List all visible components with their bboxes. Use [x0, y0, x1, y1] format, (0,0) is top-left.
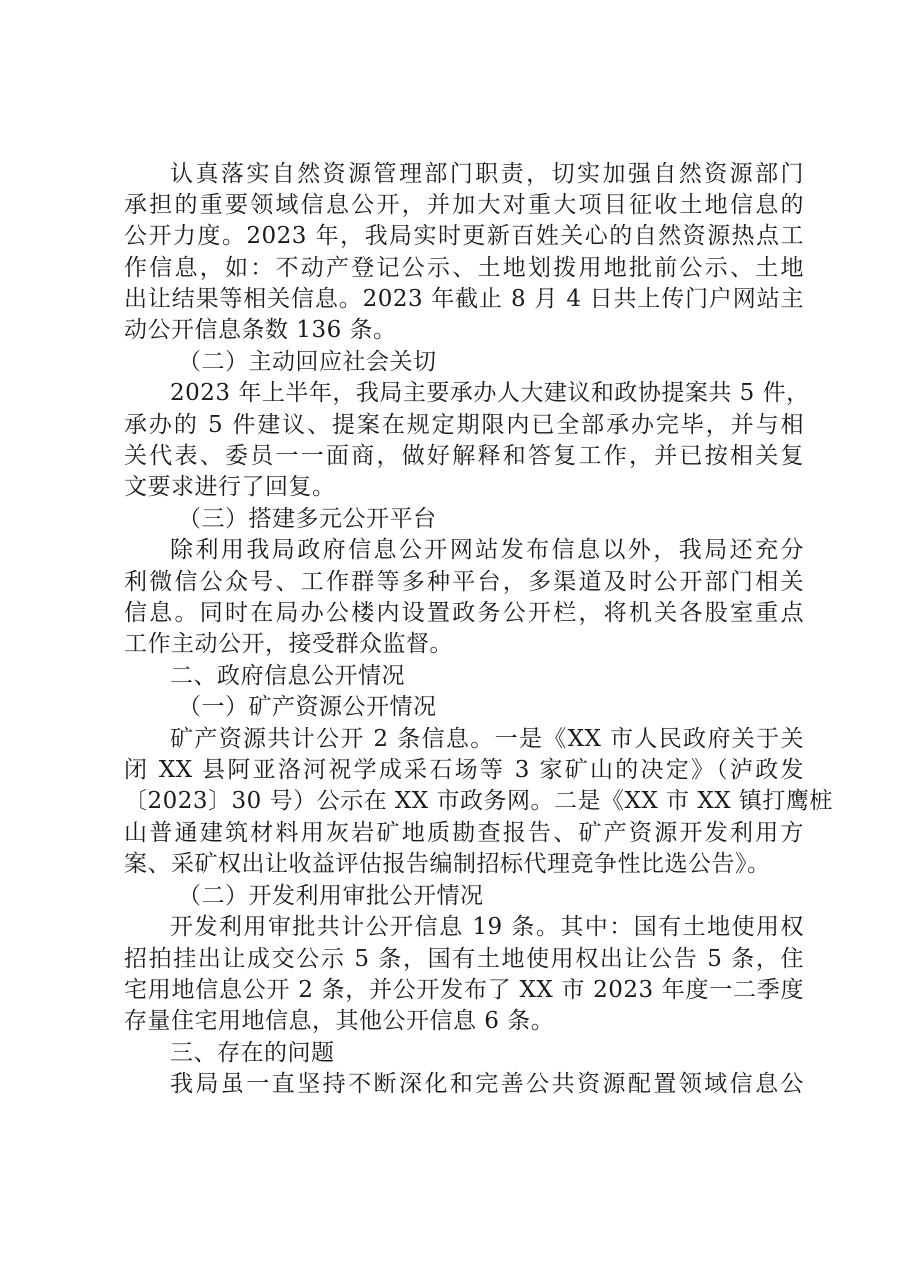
paragraph-line: 信息。同时在局办公楼内设置政务公开栏，将机关各股室重点	[124, 600, 804, 626]
paragraph-line: 利微信公众号、工作群等多种平台，多渠道及时公开部门相关	[124, 569, 804, 595]
paragraph-line: 宅用地信息公开 2 条，并公开发布了 XX 市 2023 年度一二季度	[124, 977, 804, 1003]
paragraph-line: 除利用我局政府信息公开网站发布信息以外，我局还充分	[170, 537, 804, 563]
paragraph-line: 开发利用审批共计公开信息 19 条。其中：国有土地使用权	[170, 914, 804, 940]
paragraph-line: 案、采矿权出让收益评估报告编制招标代理竞争性比选公告》。	[124, 851, 771, 877]
paragraph-line: 存量住宅用地信息，其他公开信息 6 条。	[124, 1008, 555, 1034]
paragraph-line: 2023 年上半年，我局主要承办人大建议和政协提案共 5 件，	[170, 380, 810, 406]
paragraph-line: 认真落实自然资源管理部门职责，切实加强自然资源部门	[170, 161, 804, 187]
section-heading: （二）开发利用审批公开情况	[178, 883, 484, 909]
paragraph-line: 我局虽一直坚持不断深化和完善公共资源配置领域信息公	[170, 1071, 804, 1097]
paragraph-line: 〔2023〕30 号）公示在 XX 市政务网。二是《XX 市 XX 镇打鹰桩	[124, 788, 833, 814]
paragraph-line: 出让结果等相关信息。2023 年截止 8 月 4 日共上传门户网站主	[124, 286, 804, 312]
paragraph-line: 矿产资源共计公开 2 条信息。一是《XX 市人民政府关于关	[170, 726, 804, 752]
section-heading: 三、存在的问题	[170, 1040, 335, 1066]
paragraph-line: 工作主动公开，接受群众监督。	[124, 631, 453, 657]
paragraph-line: 文要求进行了回复。	[124, 474, 336, 500]
paragraph-line: 作信息，如：不动产登记公示、土地划拨用地批前公示、土地	[124, 255, 804, 281]
paragraph-line: 山普通建筑材料用灰岩矿地质勘查报告、矿产资源开发利用方	[124, 820, 804, 846]
paragraph-line: 闭 XX 县阿亚洛河祝学成采石场等 3 家矿山的决定》（泸政发	[124, 757, 804, 783]
paragraph-line: 动公开信息条数 136 条。	[124, 317, 397, 343]
section-heading: （二）主动回应社会关切	[178, 349, 437, 375]
section-heading: （一）矿产资源公开情况	[178, 694, 437, 720]
paragraph-line: 公开力度。2023 年，我局实时更新百姓关心的自然资源热点工	[124, 223, 804, 249]
paragraph-line: 招拍挂出让成交公示 5 条，国有土地使用权出让公告 5 条，住	[124, 946, 804, 972]
section-heading: 二、政府信息公开情况	[170, 663, 405, 689]
paragraph-line: 关代表、委员一一面商，做好解释和答复工作，并已按相关复	[124, 443, 804, 469]
section-heading: （三）搭建多元公开平台	[178, 506, 437, 532]
paragraph-line: 承办的 5 件建议、提案在规定期限内已全部承办完毕，并与相	[124, 412, 804, 438]
paragraph-line: 承担的重要领域信息公开，并加大对重大项目征收土地信息的	[124, 192, 804, 218]
